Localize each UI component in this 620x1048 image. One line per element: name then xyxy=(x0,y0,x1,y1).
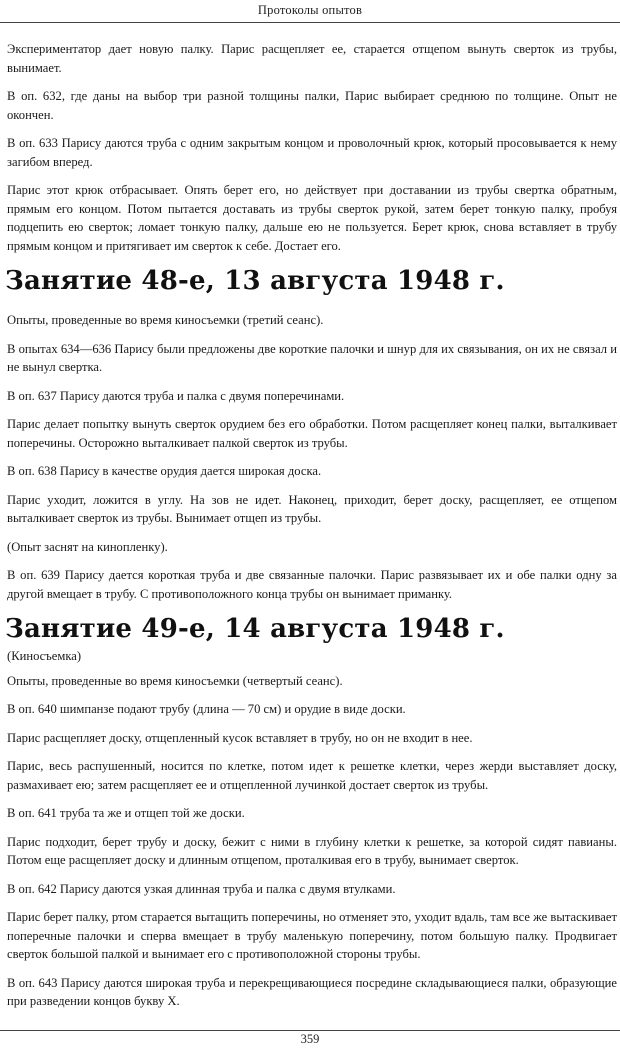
running-header-title: Протоколы опытов xyxy=(257,3,363,17)
paragraph: Парис расщепляет доску, отщепленный кусок вставляет в трубу, но он не входит в нее. xyxy=(7,730,473,745)
paragraph: Парис подходит, берет трубу и доску, бежит с ними в глубину клетки к решетке, за которой сидят павианы. Потом еще расщепляет доску и длинным отщепом, проталкивая его в трубу, вынимает сверток. xyxy=(7,834,617,867)
paragraph: В оп. 633 Парису даются труба с одним закрытым концом и проволочный крюк, который просовывается к нему загибом вперед. xyxy=(7,136,617,169)
section-heading-session-48: Занятие 48-е, 13 августа 1948 г. xyxy=(5,266,505,296)
running-header xyxy=(0,0,620,24)
paragraph: В опытах 634—636 Парису были предложены две короткие палочки и шнур для их связывания, он их не связал и не вынул свертка. xyxy=(7,341,617,374)
paragraph: (Опыт заснят на кинопленку). xyxy=(7,539,168,554)
paragraph: Парис делает попытку вынуть сверток орудием без его обработки. Потом расщепляет конец палки, выталкивает поперечины. Осторожно выталкивает палкой сверток из трубы. xyxy=(7,417,617,450)
paragraph: (Киносъемка) xyxy=(7,649,82,663)
paragraph: Экспериментатор дает новую палку. Парис расщепляет ее, старается отщепом вынуть сверток из трубы, вынимает. xyxy=(7,42,617,75)
page-number: 359 xyxy=(300,1032,320,1046)
paragraph: Парис этот крюк отбрасывает. Опять берет его, но действует при доставании из трубы свертка обратным, прямым его концом. Потом пытается доставать из трубы сверток рукой, затем берет тонкую палку, пробуя подцепить ею сверток; ломает тонкую палку, дальше ею не пользуется. Берет крюк, снова вставляет в трубу прямым концом и притягивает им сверток к себе. Достает его. xyxy=(7,183,617,253)
paragraph: Опыты, проведенные во время киносъемки (третий сеанс). xyxy=(7,313,324,327)
paragraph: В оп. 632, где даны на выбор три разной толщины палки, Парис выбирает среднюю по толщине. Опыт не окончен. xyxy=(7,89,617,122)
paragraph: Парис берет палку, ртом старается вытащить поперечины, но отменяет это, уходит вдаль, там все же вытаскивает поперечные палочки и сперва вмещает в трубу маленькую поперечину, потом большую палку. Продвигает сверток большой палкой и вынимает его с противоположной стороны трубы. xyxy=(7,910,617,961)
paragraph: В оп. 643 Парису даются широкая труба и перекрещивающиеся посредине складывающиеся палки, образующие при разведении концов букву Х. xyxy=(7,975,617,1008)
header-divider xyxy=(0,22,620,23)
paragraph: Парис, весь распушенный, носится по клетке, потом идет к решетке клетки, через жерди выставляет доску, размахивает ею; затем расщепляет ее и отщепленной лучинкой достает сверток из трубы. xyxy=(7,759,617,792)
paragraph: В оп. 642 Парису даются узкая длинная труба и палка с двумя втулками. xyxy=(7,881,396,896)
paragraph: Парис уходит, ложится в углу. На зов не идет. Наконец, приходит, берет доску, расщепляет, ее отщепом выталкивает сверток из трубы. Вынимает отщеп из трубы. xyxy=(7,492,617,525)
paragraph: В оп. 639 Парису дается короткая труба и две связанные палочки. Парис развязывает их и обе палки одну за другой вмещает в трубу. С противоположного конца трубы он вынимает приманку. xyxy=(7,568,617,601)
paragraph: Опыты, проведенные во время киносъемки (четвертый сеанс). xyxy=(7,673,343,688)
paragraph: В оп. 641 труба та же и отщеп той же доски. xyxy=(7,806,245,820)
page-body xyxy=(7,40,617,1021)
paragraph: В оп. 640 шимпанзе подают трубу (длина — 70 см) и орудие в виде доски. xyxy=(7,702,406,716)
section-heading-session-49: Занятие 49-е, 14 августа 1948 г. xyxy=(5,614,505,644)
paragraph: В оп. 638 Парису в качестве орудия дается широкая доска. xyxy=(7,464,322,478)
paragraph: В оп. 637 Парису даются труба и палка с двумя поперечинами. xyxy=(7,388,345,403)
footer-divider xyxy=(0,1030,620,1031)
